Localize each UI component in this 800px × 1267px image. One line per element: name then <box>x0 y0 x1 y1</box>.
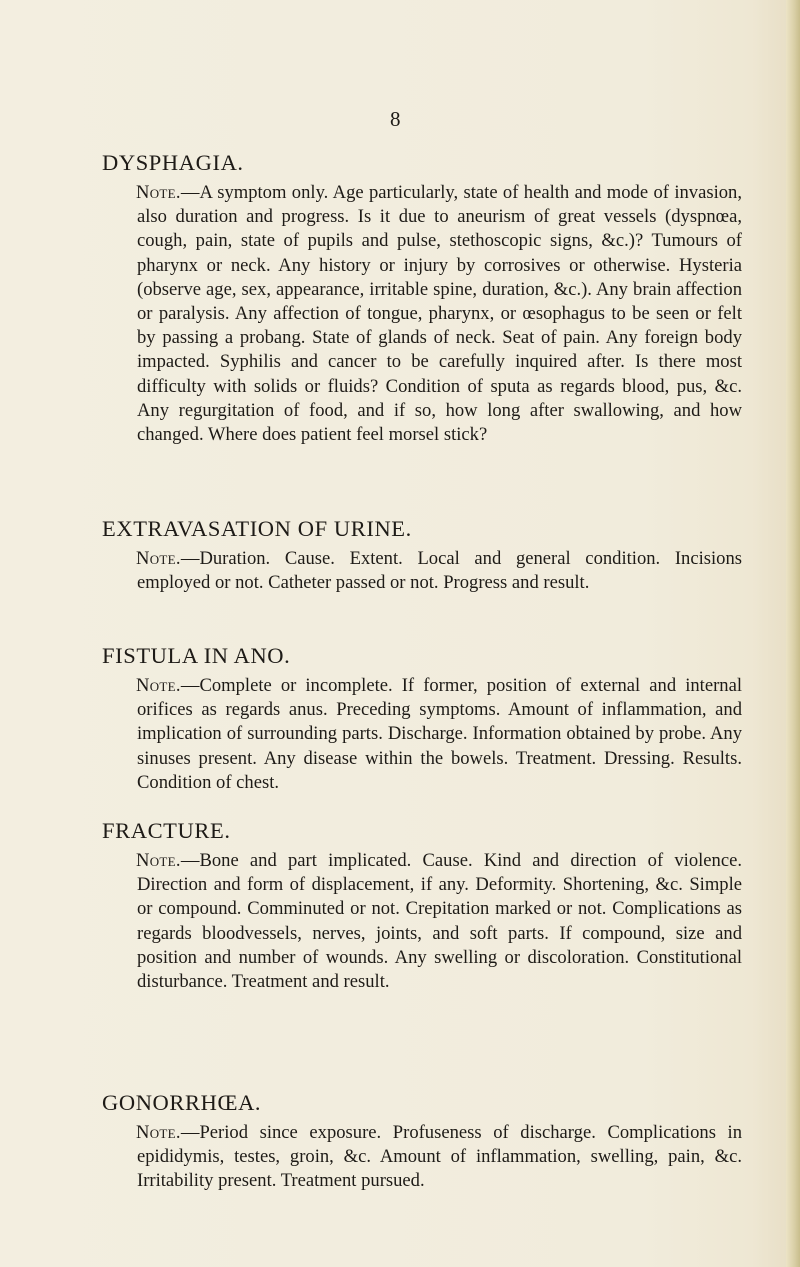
note-text: —Duration. Cause. Extent. Local and general condition. Incisions employed or not. Catheter passed or not. Progress and result. <box>137 548 742 594</box>
note-text: —Complete or incomplete. If former, position of external and internal orifices as regards anus. Preceding symptoms. Amount of inflammation, and implication of surrounding parts. Discharge. Information obtained by probe. Any sinuses present. Any disease within the bowels. Treatment. Dressing. Results. Condition of chest. <box>137 675 742 793</box>
section-heading: EXTRAVASATION OF URINE. <box>102 516 412 541</box>
section-heading: FRACTURE. <box>102 818 231 843</box>
page-number: 8 <box>390 107 401 131</box>
section-dysphagia <box>102 150 742 447</box>
note-label: Note. <box>136 182 181 203</box>
section-note <box>102 674 742 795</box>
section-heading: DYSPHAGIA. <box>102 150 244 175</box>
note-text: —A symptom only. Age particularly, state of health and mode of invasion, also duration and progress. Is it due to aneurism of great vessels (dyspnœa, cough, pain, state of pupils and pulse, stethoscopic signs, &c.)? Tumours of pharynx or neck. Any history or injury by corrosives or otherwise. Hysteria (observe age, sex, appearance, irritable spine, duration, &c.). Any brain affection or paralysis. Any affection of tongue, pharynx, or œsophagus to be seen or felt by passing a probang. State of glands of neck. Seat of pain. Any foreign body impacted. Syphilis and cancer to be carefully inquired after. Is there most difficulty with solids or fluids? Condition of sputa as regards blood, pus, &c. Any regurgitation of food, and if so, how long after swallowing, and how changed. Where does patient feel morsel stick? <box>137 182 742 446</box>
page-edge-shadow <box>786 0 800 1267</box>
section-heading: GONORRHŒA. <box>102 1090 262 1115</box>
section-note <box>102 1121 742 1194</box>
note-label: Note. <box>136 675 181 696</box>
section-heading: FISTULA IN ANO. <box>102 643 291 668</box>
note-text: —Period since exposure. Profuseness of discharge. Complications in epididymis, testes, groin, &c. Amount of inflammation, swelling, pain, &c. Irritability present. Treatment pursued. <box>137 1122 742 1192</box>
section-note <box>102 849 742 994</box>
note-label: Note. <box>136 850 181 871</box>
note-text: —Bone and part implicated. Cause. Kind and direction of violence. Direction and form of displacement, if any. Deformity. Shortening, &c. Simple or compound. Comminuted or not. Crepitation marked or not. Complications as regards bloodvessels, nerves, joints, and soft parts. If compound, size and position and number of wounds. Any swelling or discoloration. Constitutional disturbance. Treatment and result. <box>137 850 742 993</box>
section-note <box>102 547 742 595</box>
section-fistula-in-ano <box>102 643 742 795</box>
section-gonorrhoea <box>102 1090 742 1194</box>
section-fracture <box>102 818 742 994</box>
section-extravasation-of-urine <box>102 516 742 595</box>
note-label: Note. <box>136 548 181 569</box>
section-note <box>102 181 742 447</box>
note-label: Note. <box>136 1122 181 1143</box>
